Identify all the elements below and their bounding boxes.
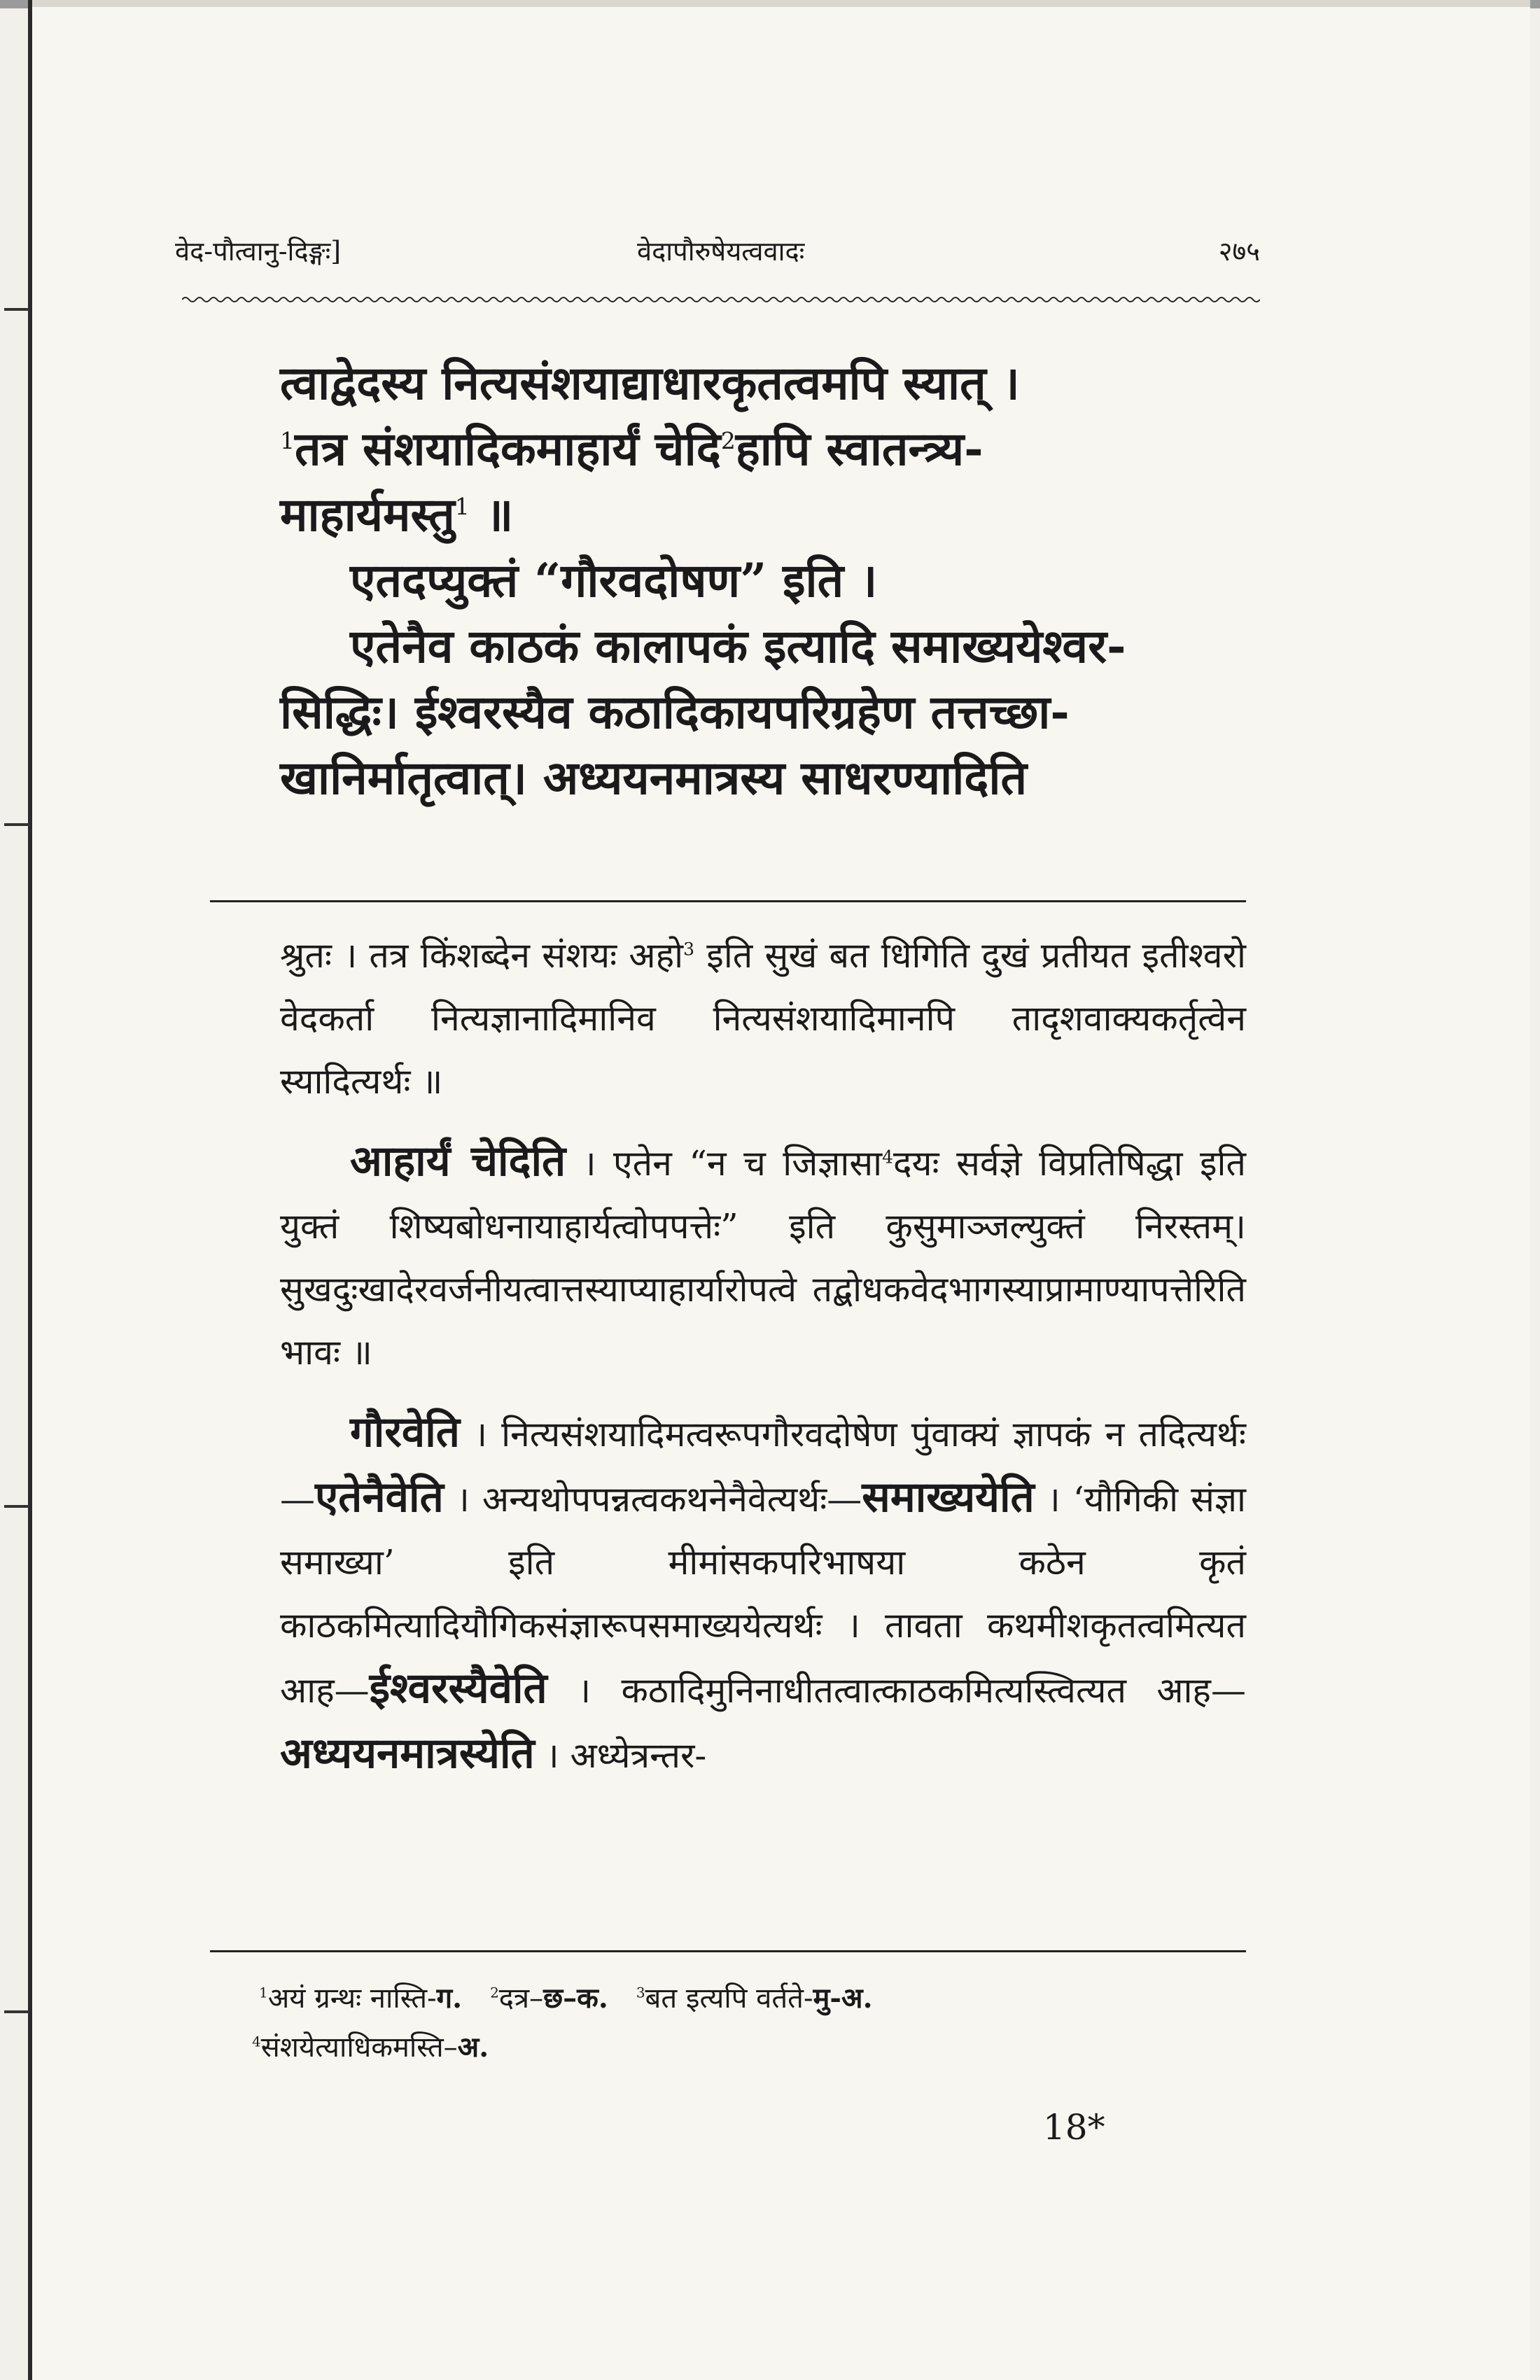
commentary-paragraph	[280, 924, 1246, 1113]
footnote-marker: 1	[280, 427, 295, 454]
footnote-source: मु-अ.	[813, 1982, 873, 2015]
footnote-text: बत इत्यपि वर्तते-	[645, 1982, 813, 2015]
running-header	[154, 223, 1267, 279]
header-title: वेदापौरुषेयत्ववादः	[637, 236, 805, 267]
verse-line: सिद्धिः। ईश्वरस्यैव कठादिकायपरिग्रहेण तत्तच्छा-	[280, 685, 1070, 739]
margin-mark	[4, 1505, 29, 1508]
commentary-paragraph	[280, 1401, 1246, 1787]
footnote-marker: 4	[882, 1147, 893, 1168]
footnote-marker: 1	[454, 493, 470, 520]
commentary-text: । एतेन “न च जिज्ञासा	[582, 1143, 883, 1184]
footnote-source: ग.	[436, 1982, 463, 2015]
commentary-text: । अन्यथोपपन्नत्वकथनेनैवेत्यर्थः—	[456, 1479, 862, 1520]
header-wavy-rule	[182, 293, 1260, 307]
footnote-marker: 3	[683, 939, 695, 960]
footnote-line	[252, 2023, 1267, 2072]
header-left: वेद-पौत्वानु-दिङ्गः]	[175, 236, 342, 267]
lemma: समाख्ययेति	[862, 1473, 1035, 1522]
footnote-line	[259, 1974, 1267, 2023]
verse-segment: ॥	[469, 487, 514, 542]
verse-segment: हापि स्वातन्त्र्य-	[735, 421, 983, 476]
verse-line: एतदप्युक्तं “गौरवदोषण” इति ।	[350, 553, 878, 608]
page-number: २७५	[1218, 236, 1260, 267]
footnote-marker: 2	[720, 427, 736, 454]
verse-line: एतेनैव काठकं कालापकं इत्यादि समाख्ययेश्वर-	[350, 619, 1126, 673]
footnote-marker: 1	[259, 1984, 268, 2001]
footnote-marker: 2	[490, 1984, 499, 2001]
margin-mark	[4, 823, 29, 826]
commentary-text: दयः सर्वज्ञे विप्रतिषिद्धा इति युक्तं शिष्यबोधनायाहार्यत्वोपपत्तेः” इति कुसुमाञ्जल्युक्तं निरस्तम्। सुखदुःखादेरवर्जनीयत्वात्तस्याप्याहार्यारोपत्वे तद्बोधकवेदभागस्याप्रामाण्यापत्तेरिति भावः ॥	[280, 1143, 1246, 1373]
margin-mark	[4, 308, 29, 311]
lemma: एतेनैवेति	[315, 1473, 444, 1522]
lemma: आहार्यं चेदिति	[350, 1137, 566, 1186]
footnote-source: छ–क.	[543, 1982, 608, 2015]
footnote-marker: 4	[252, 2033, 261, 2050]
footnote-divider	[210, 1950, 1246, 1952]
section-divider	[210, 900, 1246, 902]
verse-line: त्वाद्वेदस्य नित्यसंशयाद्याधारकृतत्वमपि स्यात् ।	[280, 356, 1020, 410]
signature-mark: 18*	[1043, 2107, 1105, 2148]
commentary-text: । ‘यौगिकी संज्ञा समाख्या’ इति मीमांसकपरिभाषया कठेन कृतं काठकमित्यादियौगिकसंज्ञारूपसमाख्ययेत्यर्थः । तावता कथमीशकृतत्वमित्यत आह—	[280, 1479, 1246, 1711]
commentary-text: इति सुखं बत धिगिति दुखं प्रतीयत इतीश्वरो वेदकर्ता नित्यज्ञानादिमानिव नित्यसंशयादिमानपि तादृशवाक्यकर्तृत्वेन स्यादित्यर्थः ॥	[280, 935, 1246, 1102]
footnote-marker: 3	[636, 1984, 645, 2001]
verse-line	[280, 416, 1218, 482]
footnote-text: अयं ग्रन्थः नास्ति-	[267, 1982, 437, 2015]
lemma: ईश्वरस्यैवेति	[369, 1664, 547, 1713]
verse-line: खानिर्मातृत्वात्। अध्ययनमात्रस्य साधरण्यादिति	[280, 750, 1028, 805]
footnotes	[252, 1974, 1267, 2072]
commentary	[280, 924, 1246, 1804]
margin-mark	[4, 2010, 29, 2013]
commentary-paragraph	[280, 1130, 1246, 1384]
lemma: गौरवेति	[350, 1408, 460, 1457]
commentary-text: । नित्यसंशयादिमत्वरूपगौरवदोषेण पुंवाक्यं ज्ञापकं न तदित्यर्थः—	[280, 1414, 1246, 1520]
commentary-text: । कठादिमुनिनाधीतत्वात्काठकमित्यस्त्वित्यत आह—	[578, 1670, 1246, 1711]
main-verse	[280, 350, 1218, 811]
verse-line	[280, 482, 1218, 547]
footnote-text: संशयेत्याधिकमस्ति–	[260, 2031, 458, 2064]
footnote-source: अ.	[457, 2031, 489, 2064]
verse-segment: तत्र संशयादिकमाहार्यं चेदि	[295, 421, 721, 476]
commentary-text: । अध्येत्रन्तर-	[545, 1735, 707, 1776]
lemma: अध्ययनमात्रस्येति	[280, 1729, 535, 1778]
footnote-text: दत्र–	[498, 1982, 544, 2015]
verse-segment: माहार्यमस्तु	[280, 487, 455, 542]
commentary-text: श्रुतः । तत्र किंशब्देन संशयः अहो	[280, 935, 684, 976]
